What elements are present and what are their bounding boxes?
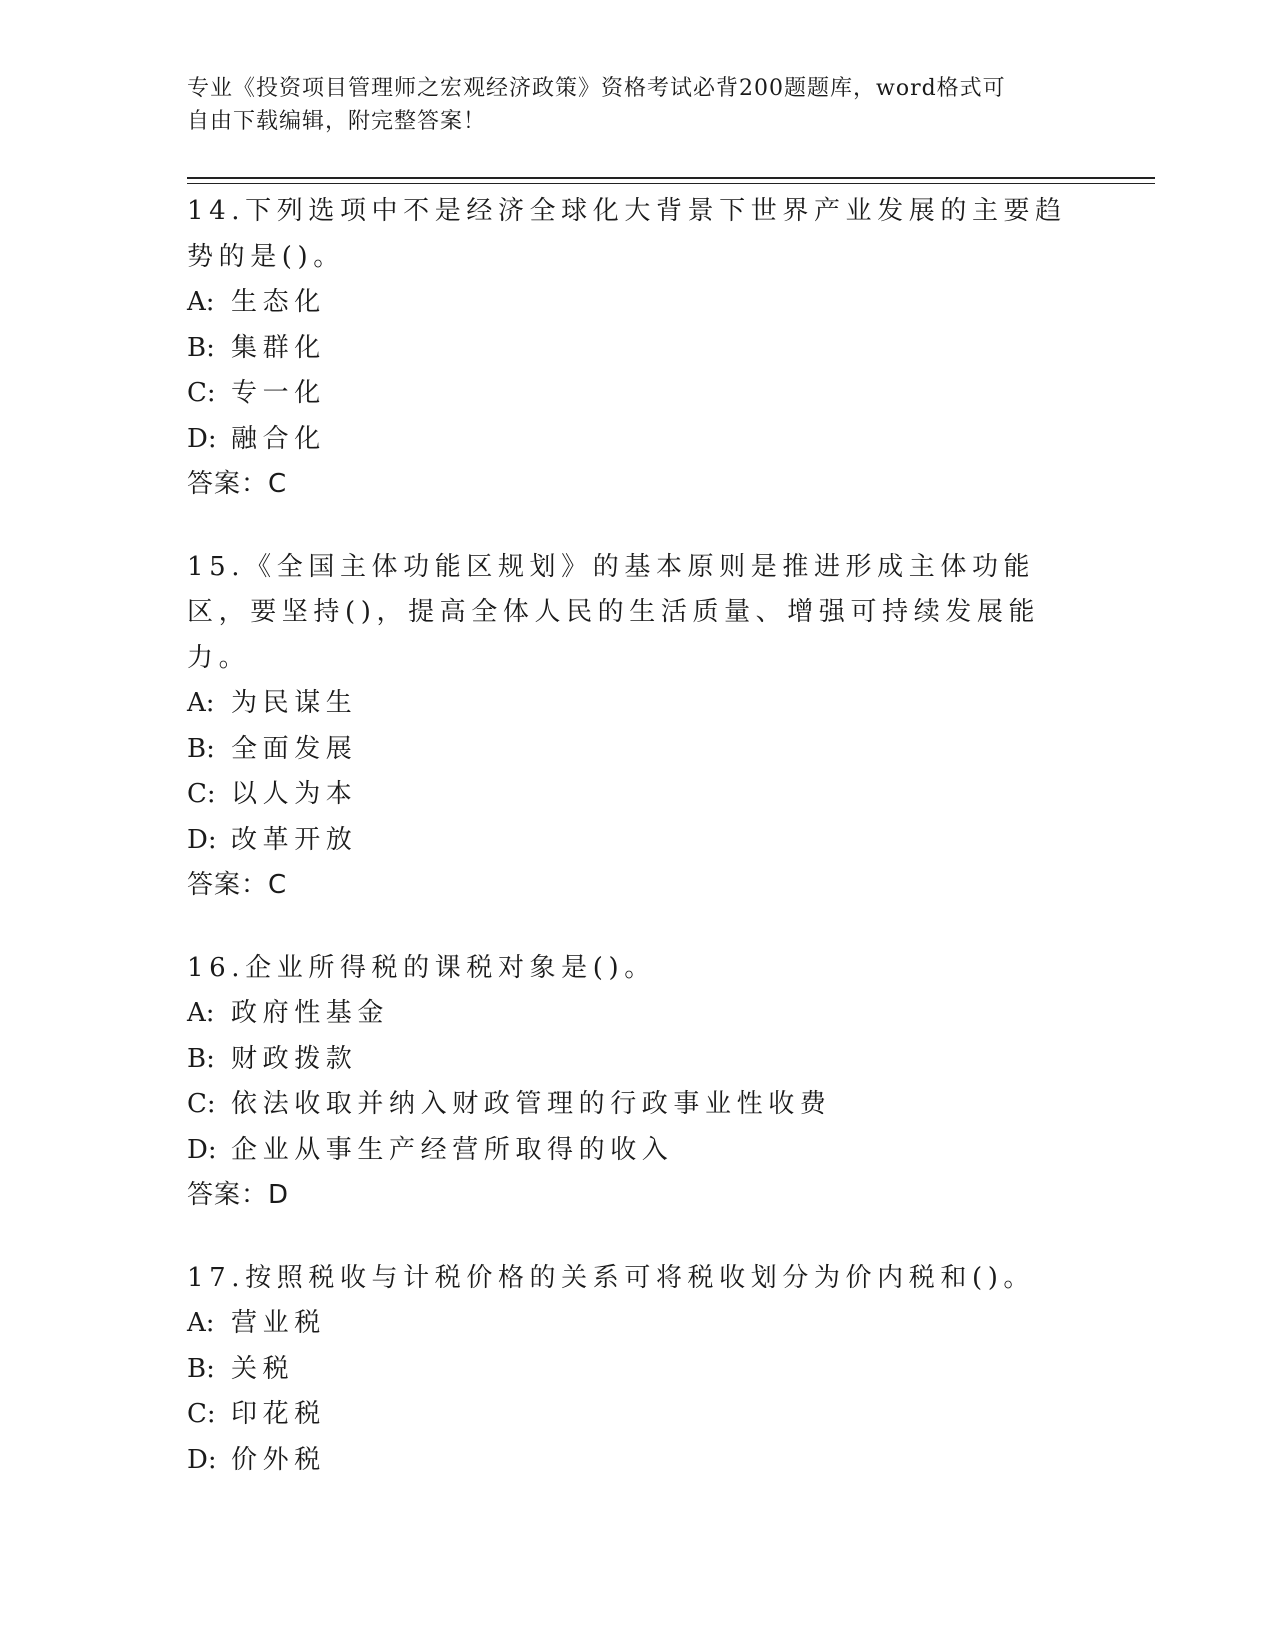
option-key: A: — [187, 688, 215, 718]
option-b — [187, 1037, 1087, 1083]
option-key: A: — [187, 998, 215, 1028]
option-text: 生态化 — [231, 287, 326, 317]
answer-line: 答案：D — [187, 1180, 290, 1210]
option-key: C: — [187, 1399, 216, 1429]
option-text: 全面发展 — [231, 733, 358, 764]
option-text: 以人为本 — [231, 779, 358, 809]
option-text: 营业税 — [231, 1308, 326, 1338]
option-key: D: — [187, 1134, 217, 1165]
question-14 — [187, 189, 1087, 508]
option-text: 融合化 — [231, 423, 326, 454]
question-stem: 17.按照税收与计税价格的关系可将税收划分为价内税和()。 — [187, 1262, 1036, 1293]
question-16 — [187, 946, 1087, 1219]
header-divider-thin — [187, 183, 1155, 184]
question-17 — [187, 1256, 1087, 1484]
header-line-1: 专业《投资项目管理师之宏观经济政策》资格考试必背200题题库，word格式可 — [187, 76, 1006, 101]
option-a — [187, 280, 1087, 326]
option-text: 财政拨款 — [231, 1043, 358, 1074]
option-text: 企业从事生产经营所取得的收入 — [231, 1134, 674, 1165]
option-text: 依法收取并纳入财政管理的行政事业性收费 — [231, 1089, 832, 1119]
question-stem: 16.企业所得税的课税对象是()。 — [187, 952, 656, 983]
option-text: 关税 — [231, 1353, 295, 1384]
question-stem: 14.下列选项中不是经济全球化大背景下世界产业发展的主要趋势的是()。 — [187, 196, 1067, 272]
option-key: A: — [187, 1308, 215, 1338]
option-text: 集群化 — [231, 332, 326, 363]
option-key: D: — [187, 1444, 217, 1475]
option-key: C: — [187, 378, 216, 408]
option-a — [187, 681, 1087, 727]
option-d — [187, 818, 1087, 864]
option-d — [187, 417, 1087, 463]
answer-line: 答案：C — [187, 870, 288, 900]
option-key: B: — [187, 332, 215, 363]
option-key: D: — [187, 824, 217, 855]
option-key: D: — [187, 423, 217, 454]
answer-line: 答案：C — [187, 469, 288, 499]
option-c — [187, 1082, 1087, 1128]
option-a — [187, 991, 1087, 1037]
option-c — [187, 772, 1087, 818]
option-text: 专一化 — [231, 378, 326, 408]
option-text: 为民谋生 — [231, 688, 358, 718]
option-c — [187, 371, 1087, 417]
question-stem: 15.《全国主体功能区规划》的基本原则是推进形成主体功能区，要坚持()，提高全体人民的生活质量、增强可持续发展能力。 — [187, 551, 1041, 673]
option-key: C: — [187, 779, 216, 809]
header-line-2: 自由下载编辑，附完整答案！ — [187, 109, 487, 134]
question-15 — [187, 545, 1087, 909]
option-text: 政府性基金 — [231, 998, 390, 1028]
option-b — [187, 727, 1087, 773]
document-header — [187, 72, 1067, 138]
option-key: A: — [187, 287, 215, 317]
option-a — [187, 1301, 1087, 1347]
option-key: B: — [187, 1353, 215, 1384]
option-d — [187, 1128, 1087, 1174]
option-text: 价外税 — [231, 1444, 326, 1475]
option-b — [187, 1347, 1087, 1393]
option-d — [187, 1438, 1087, 1484]
header-divider-thick — [187, 177, 1155, 179]
option-c — [187, 1392, 1087, 1438]
option-key: C: — [187, 1089, 216, 1119]
option-key: B: — [187, 733, 215, 764]
option-b — [187, 326, 1087, 372]
option-text: 印花税 — [231, 1399, 326, 1429]
option-key: B: — [187, 1043, 215, 1074]
question-list — [187, 189, 1087, 1520]
option-text: 改革开放 — [231, 824, 358, 855]
